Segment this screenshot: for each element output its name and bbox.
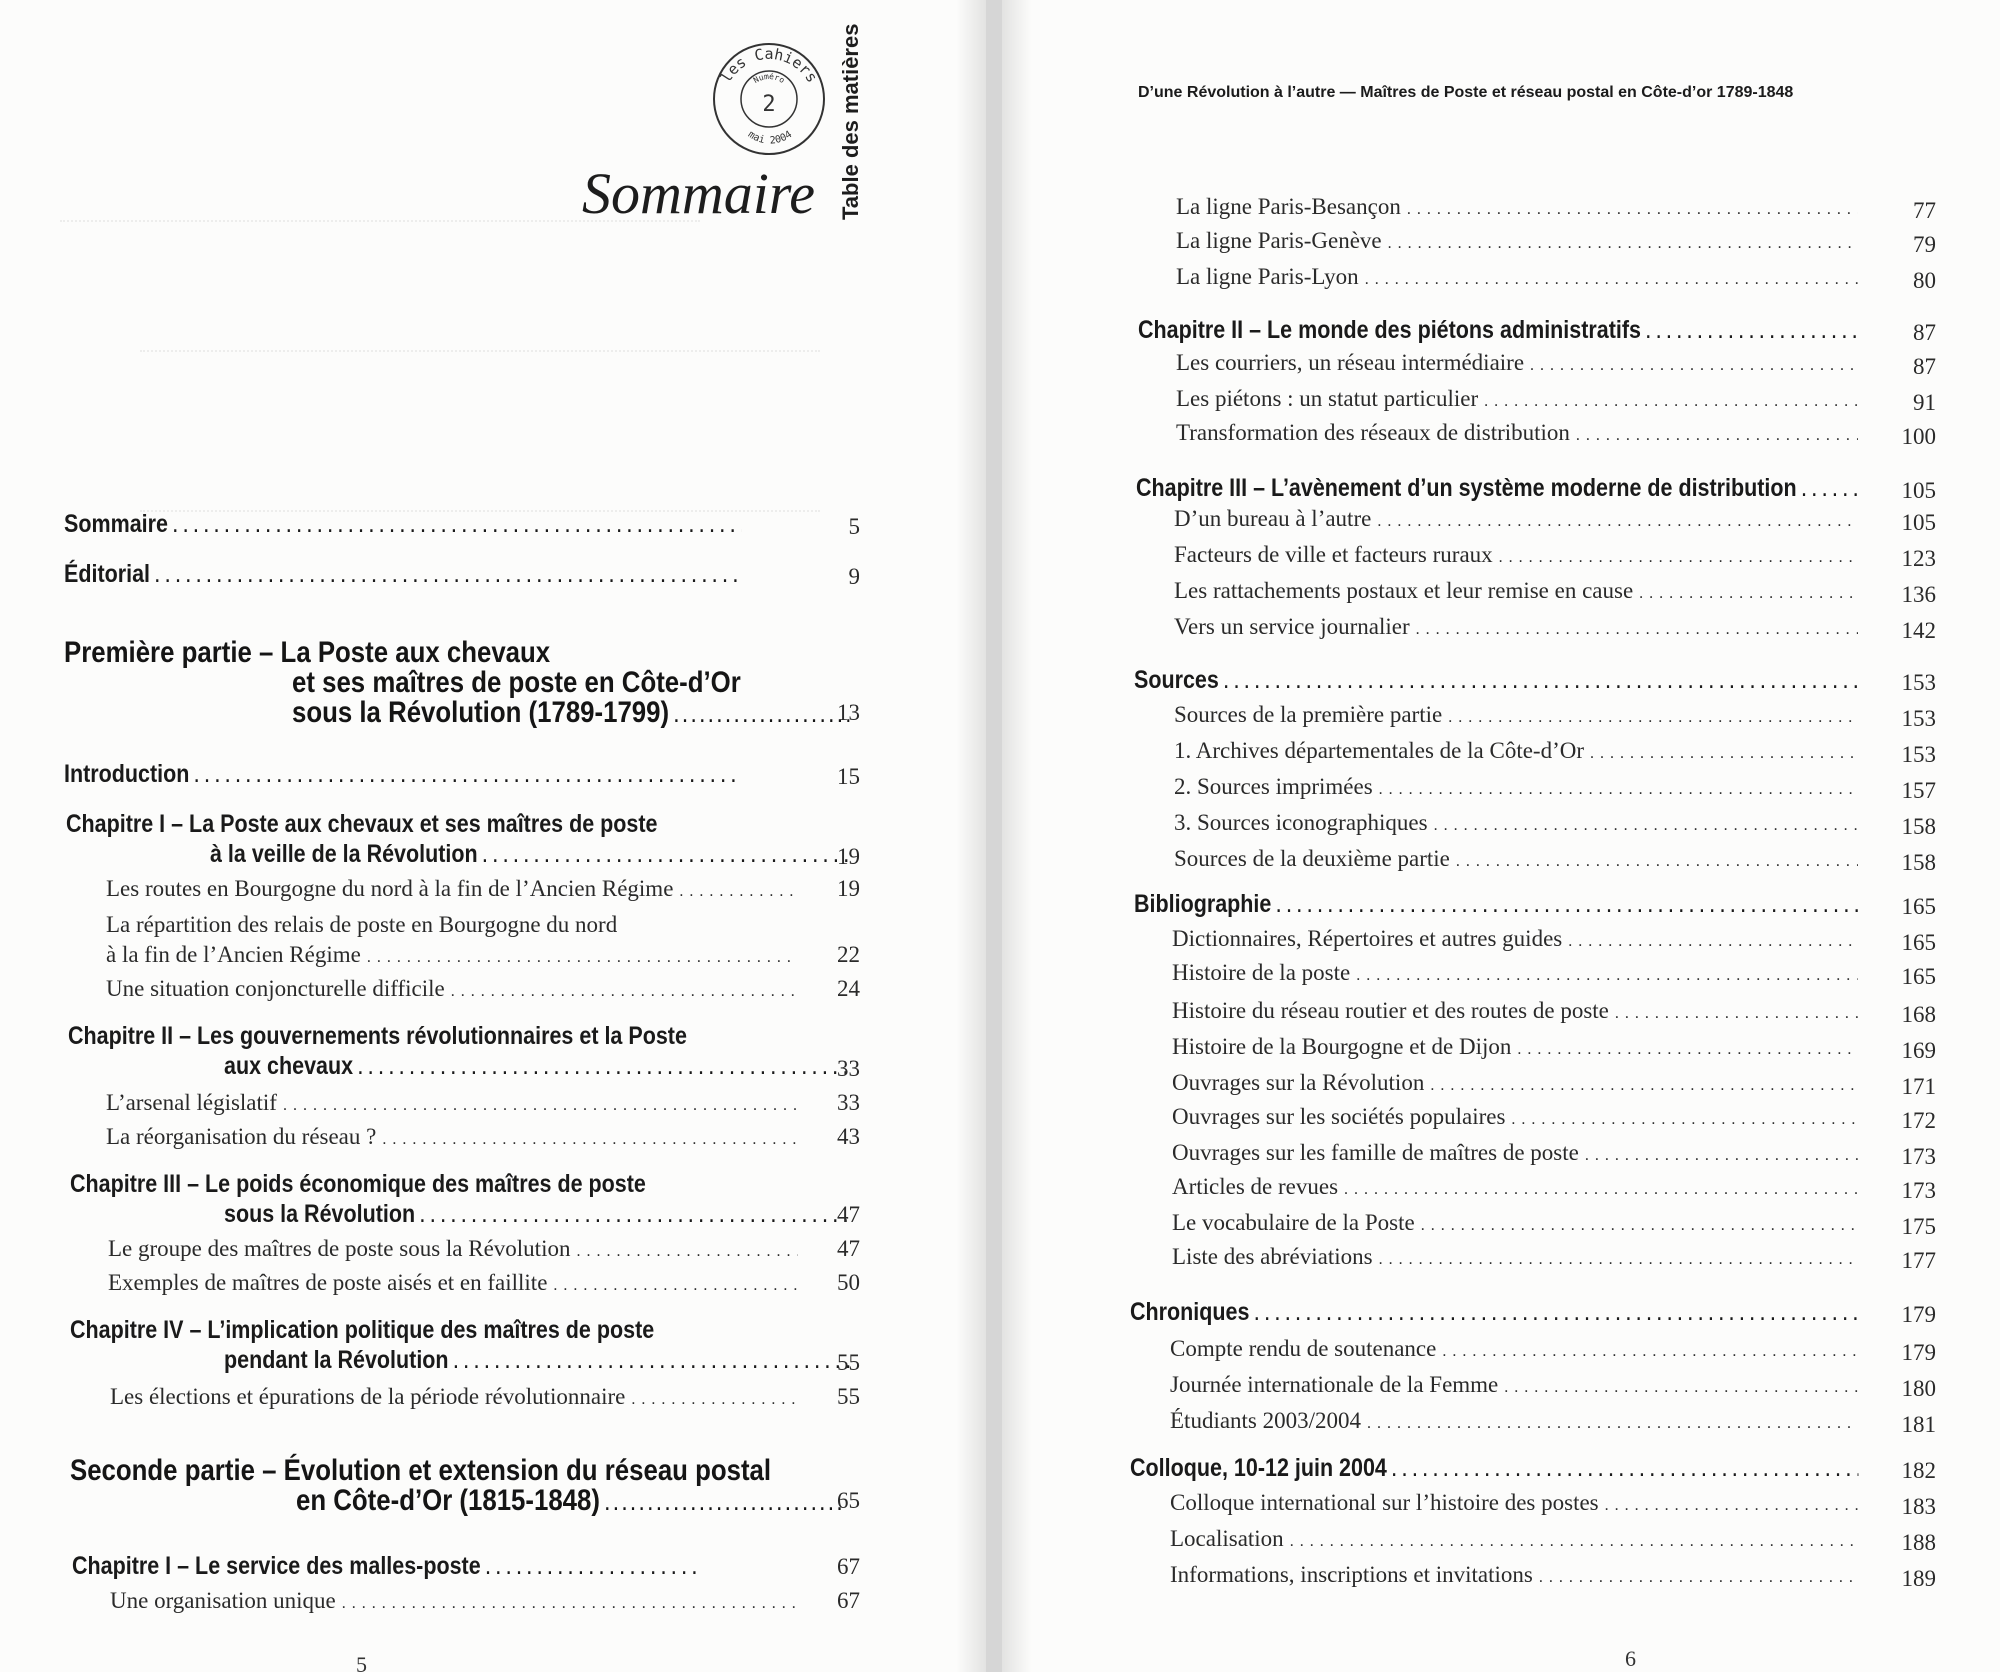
entry-title: Liste des abréviations [1172, 1244, 1373, 1269]
toc-entry[interactable] [1136, 474, 1858, 503]
entry-page: 189 [1901, 1566, 1936, 1591]
entry-title: sous la Révolution (1789-1799) [292, 696, 670, 729]
entry-title: sous la Révolution [224, 1200, 416, 1228]
entry-title: L’arsenal législatif [106, 1090, 277, 1115]
gutter-shadow [956, 0, 986, 1672]
entry-title: Colloque, 10-12 juin 2004 [1130, 1454, 1387, 1482]
entry-page: 188 [1901, 1530, 1936, 1555]
entry-title: Les piétons : un statut particulier [1176, 386, 1479, 411]
toc-entry[interactable] [106, 976, 796, 1002]
postmark-stamp-icon [710, 40, 828, 158]
entry-title: pendant la Révolution [224, 1346, 449, 1374]
entry-title: Compte rendu de soutenance [1170, 1336, 1437, 1361]
toc-entry[interactable] [106, 1090, 796, 1116]
toc-entry[interactable] [108, 1270, 798, 1296]
entry-page: 158 [1901, 814, 1936, 839]
entry-page: 55 [837, 1350, 860, 1375]
toc-entry[interactable] [1172, 1174, 1858, 1200]
toc-entry[interactable] [1172, 1104, 1858, 1130]
entry-title: Ouvrages sur les sociétés populaires [1172, 1104, 1506, 1129]
entry-page: 91 [1913, 390, 1936, 415]
entry-page: 179 [1901, 1302, 1936, 1327]
entry-title: en Côte-d’Or (1815-1848) [296, 1484, 600, 1517]
toc-entry[interactable] [224, 1200, 850, 1229]
entry-title: Colloque international sur l’histoire des postes [1170, 1490, 1599, 1515]
entry-title: Les rattachements postaux et leur remise en cause [1174, 578, 1634, 603]
toc-entry[interactable] [296, 1484, 846, 1518]
vertical-label: Table des matières [838, 23, 863, 220]
entry-page: 55 [837, 1384, 860, 1409]
toc-entry[interactable] [1174, 542, 1858, 568]
toc-entry[interactable] [1170, 1408, 1858, 1434]
entry-page: 19 [837, 844, 860, 869]
entry-page: 80 [1913, 268, 1936, 293]
entry-title: Bibliographie [1134, 890, 1272, 918]
toc-entry[interactable] [224, 1052, 850, 1081]
toc-entry[interactable] [1174, 810, 1858, 836]
entry-title: Étudiants 2003/2004 [1170, 1408, 1362, 1433]
entry-page: 153 [1901, 706, 1936, 731]
part-title-line[interactable]: et ses maîtres de poste en Côte-d’Or [292, 666, 741, 699]
toc-entry[interactable] [1130, 1454, 1858, 1483]
right-page [1002, 0, 2000, 1672]
entry-page: 181 [1901, 1412, 1936, 1437]
entry-page: 142 [1901, 618, 1936, 643]
toc-entry[interactable] [1172, 1140, 1858, 1166]
entry-page: 175 [1901, 1214, 1936, 1239]
entry-page: 177 [1901, 1248, 1936, 1273]
entry-page: 172 [1901, 1108, 1936, 1133]
entry-title: Vers un service journalier [1174, 614, 1410, 639]
toc-entry[interactable] [1172, 960, 1858, 986]
toc-entry[interactable] [1172, 1244, 1858, 1270]
toc-entry[interactable] [110, 1588, 800, 1614]
toc-entry[interactable] [110, 1384, 798, 1410]
entry-title: Les élections et épurations de la période révolutionnaire [110, 1384, 626, 1409]
entry-page: 157 [1901, 778, 1936, 803]
entry-title: La ligne Paris-Besançon [1176, 194, 1401, 219]
toc-entry[interactable] [1176, 386, 1858, 412]
entry-title: Histoire de la Bourgogne et de Dijon [1172, 1034, 1512, 1059]
entry-page: 87 [1913, 354, 1936, 379]
entry-page: 47 [837, 1202, 860, 1227]
svg-text:mai 2004 [746, 129, 794, 146]
toc-entry[interactable] [224, 1346, 850, 1375]
entry-title: Sources de la deuxième partie [1174, 846, 1450, 871]
stamp-line2: Numéro [751, 71, 787, 86]
toc-entry[interactable] [1174, 614, 1858, 640]
entry-title: D’un bureau à l’autre [1174, 506, 1372, 531]
toc-entry[interactable] [1176, 228, 1858, 254]
entry-page: 136 [1901, 582, 1936, 607]
entry-title: La ligne Paris-Genève [1176, 228, 1382, 253]
page-number: 6 [1625, 1646, 1636, 1671]
entry-page: 171 [1901, 1074, 1936, 1099]
entry-title: La ligne Paris-Lyon [1176, 264, 1359, 289]
entry-page: 183 [1901, 1494, 1936, 1519]
entry-title: Ouvrages sur la Révolution [1172, 1070, 1425, 1095]
entry-page: 13 [837, 700, 860, 725]
entry-title: Chapitre I – Le service des malles-poste [72, 1552, 481, 1580]
entry-page: 100 [1901, 424, 1936, 449]
entry-page: 182 [1901, 1458, 1936, 1483]
toc-entry[interactable] [64, 560, 742, 589]
entry-page: 168 [1901, 1002, 1936, 1027]
entry-page: 67 [837, 1554, 860, 1579]
toc-entry[interactable] [1170, 1372, 1858, 1398]
toc-entry[interactable] [64, 510, 742, 539]
entry-page: 165 [1901, 930, 1936, 955]
entry-page: 50 [837, 1270, 860, 1295]
entry-page: 24 [837, 976, 860, 1001]
toc-entry[interactable] [210, 840, 851, 869]
entry-page: 19 [837, 876, 860, 901]
toc-entry[interactable] [1174, 738, 1858, 764]
toc-entry[interactable] [106, 876, 796, 902]
chapter-title-line[interactable]: Chapitre II – Les gouvernements révolutionnaires et la Poste [68, 1022, 687, 1050]
entry-title: 2. Sources imprimées [1174, 774, 1373, 799]
entry-title: Le groupe des maîtres de poste sous la Révolution [108, 1236, 571, 1261]
toc-entry[interactable] [1170, 1336, 1858, 1362]
toc-entry[interactable] [1172, 998, 1858, 1024]
entry-page: 173 [1901, 1144, 1936, 1169]
entry-page: 179 [1901, 1340, 1936, 1365]
entry-title: Journée internationale de la Femme [1170, 1372, 1499, 1397]
entry-page: 158 [1901, 850, 1936, 875]
toc-entry[interactable] [1134, 890, 1858, 919]
entry-page: 153 [1901, 670, 1936, 695]
entry-page: 87 [1913, 320, 1936, 345]
entry-title: Facteurs de ville et facteurs ruraux [1174, 542, 1493, 567]
entry-title: Dictionnaires, Répertoires et autres guides [1172, 926, 1563, 951]
entry-title: Chroniques [1130, 1298, 1250, 1326]
toc-entry[interactable] [1172, 1034, 1858, 1060]
entry-page: 77 [1913, 198, 1936, 223]
page-title: Sommaire [582, 161, 816, 226]
part-title-line[interactable]: Première partie – La Poste aux chevaux [64, 636, 551, 669]
entry-page: 22 [837, 942, 860, 967]
toc-entry[interactable] [1176, 194, 1858, 220]
entry-title: à la veille de la Révolution [210, 840, 478, 868]
toc-entry[interactable] [64, 760, 742, 789]
entry-title: aux chevaux [224, 1052, 354, 1080]
entry-page: 165 [1901, 894, 1936, 919]
entry-title: à la fin de l’Ancien Régime [106, 942, 361, 967]
entry-title-line[interactable]: La répartition des relais de poste en Bourgogne du nord [106, 912, 618, 937]
entry-title: Ouvrages sur les famille de maîtres de poste [1172, 1140, 1579, 1165]
toc-entry[interactable] [1174, 774, 1858, 800]
left-page [0, 0, 986, 1672]
toc-entry[interactable] [1170, 1526, 1858, 1552]
chapter-title-line[interactable]: Chapitre III – Le poids économique des maîtres de poste [70, 1170, 646, 1198]
entry-page: 165 [1901, 964, 1936, 989]
toc-entry[interactable] [292, 696, 849, 730]
entry-page: 105 [1901, 510, 1936, 535]
entry-title: Introduction [64, 760, 190, 788]
entry-title: Chapitre III – L’avènement d’un système moderne de distribution [1136, 474, 1797, 502]
entry-page: 47 [837, 1236, 860, 1261]
entry-page: 79 [1913, 232, 1936, 257]
show-through [140, 330, 820, 352]
chapter-title-line[interactable]: Chapitre I – La Poste aux chevaux et ses maîtres de poste [66, 810, 658, 838]
entry-title: Transformation des réseaux de distribution [1176, 420, 1570, 445]
toc-entry[interactable] [1170, 1490, 1858, 1516]
toc-entry[interactable] [1176, 350, 1858, 376]
entry-title: Les routes en Bourgogne du nord à la fin de l’Ancien Régime [106, 876, 674, 901]
entry-title: Articles de revues [1172, 1174, 1339, 1199]
toc-entry[interactable] [1134, 666, 1858, 695]
stamp-date: mai 2004 [745, 129, 795, 147]
entry-title: Éditorial [64, 560, 151, 588]
chapter-title-line[interactable]: Chapitre IV – L’implication politique des maîtres de poste [70, 1316, 655, 1344]
toc-entry[interactable] [1130, 1298, 1858, 1327]
toc-entry[interactable] [1174, 578, 1858, 604]
stamp-number: 2 [762, 92, 776, 117]
entry-page: 15 [837, 764, 860, 789]
entry-title: 3. Sources iconographiques [1174, 810, 1428, 835]
toc-entry[interactable] [108, 1236, 798, 1262]
entry-page: 123 [1901, 546, 1936, 571]
entry-page: 33 [837, 1056, 860, 1081]
entry-title: Chapitre II – Le monde des piétons administratifs [1138, 316, 1641, 344]
toc-entry[interactable] [1170, 1562, 1858, 1588]
toc-entry[interactable] [1172, 1210, 1858, 1236]
toc-entry[interactable] [1176, 420, 1858, 446]
entry-page: 173 [1901, 1178, 1936, 1203]
toc-entry[interactable] [1172, 926, 1858, 952]
entry-page: 9 [848, 564, 860, 589]
entry-page: 33 [837, 1090, 860, 1115]
stamp-line1: les Cahiers [716, 45, 822, 86]
entry-title: Localisation [1170, 1526, 1284, 1551]
entry-title: La réorganisation du réseau ? [106, 1124, 377, 1149]
entry-page: 43 [837, 1124, 860, 1149]
entry-title: Exemples de maîtres de poste aisés et en faillite [108, 1270, 548, 1295]
entry-page: 65 [837, 1488, 860, 1513]
toc-entry[interactable] [1174, 702, 1858, 728]
entry-title: Une organisation unique [110, 1588, 336, 1613]
toc-entry[interactable] [1174, 506, 1858, 532]
running-header: D’une Révolution à l’autre — Maîtres de Poste et réseau postal en Côte-d’or 1789-1848 [1138, 84, 1794, 101]
entry-page: 105 [1901, 478, 1936, 503]
part-title-line[interactable]: Seconde partie – Évolution et extension du réseau postal [70, 1454, 772, 1487]
toc-entry[interactable] [1176, 264, 1858, 290]
toc-entry[interactable] [106, 1124, 796, 1150]
entry-title: Sommaire [64, 510, 168, 538]
entry-page: 5 [848, 514, 860, 539]
entry-title: Histoire de la poste [1172, 960, 1351, 985]
entry-title: Informations, inscriptions et invitations [1170, 1562, 1533, 1587]
toc-entry[interactable] [1172, 1070, 1858, 1096]
toc-entry[interactable] [1138, 316, 1858, 345]
entry-title: Histoire du réseau routier et des routes de poste [1172, 998, 1609, 1023]
gutter-shadow [1002, 0, 1032, 1672]
toc-entry[interactable] [1174, 846, 1858, 872]
toc-entry[interactable] [72, 1552, 698, 1581]
entry-page: 169 [1901, 1038, 1936, 1063]
entry-page: 67 [837, 1588, 860, 1613]
entry-title: Le vocabulaire de la Poste [1172, 1210, 1415, 1235]
entry-title: Sources [1134, 666, 1219, 694]
entry-title: 1. Archives départementales de la Côte-d’Or [1174, 738, 1585, 763]
entry-title: Les courriers, un réseau intermédiaire [1176, 350, 1525, 375]
toc-entry[interactable] [106, 942, 796, 968]
entry-page: 153 [1901, 742, 1936, 767]
entry-page: 180 [1901, 1376, 1936, 1401]
entry-title: Sources de la première partie [1174, 702, 1443, 727]
show-through [140, 490, 820, 512]
entry-title: Une situation conjoncturelle difficile [106, 976, 445, 1001]
page-number: 5 [356, 1652, 367, 1672]
